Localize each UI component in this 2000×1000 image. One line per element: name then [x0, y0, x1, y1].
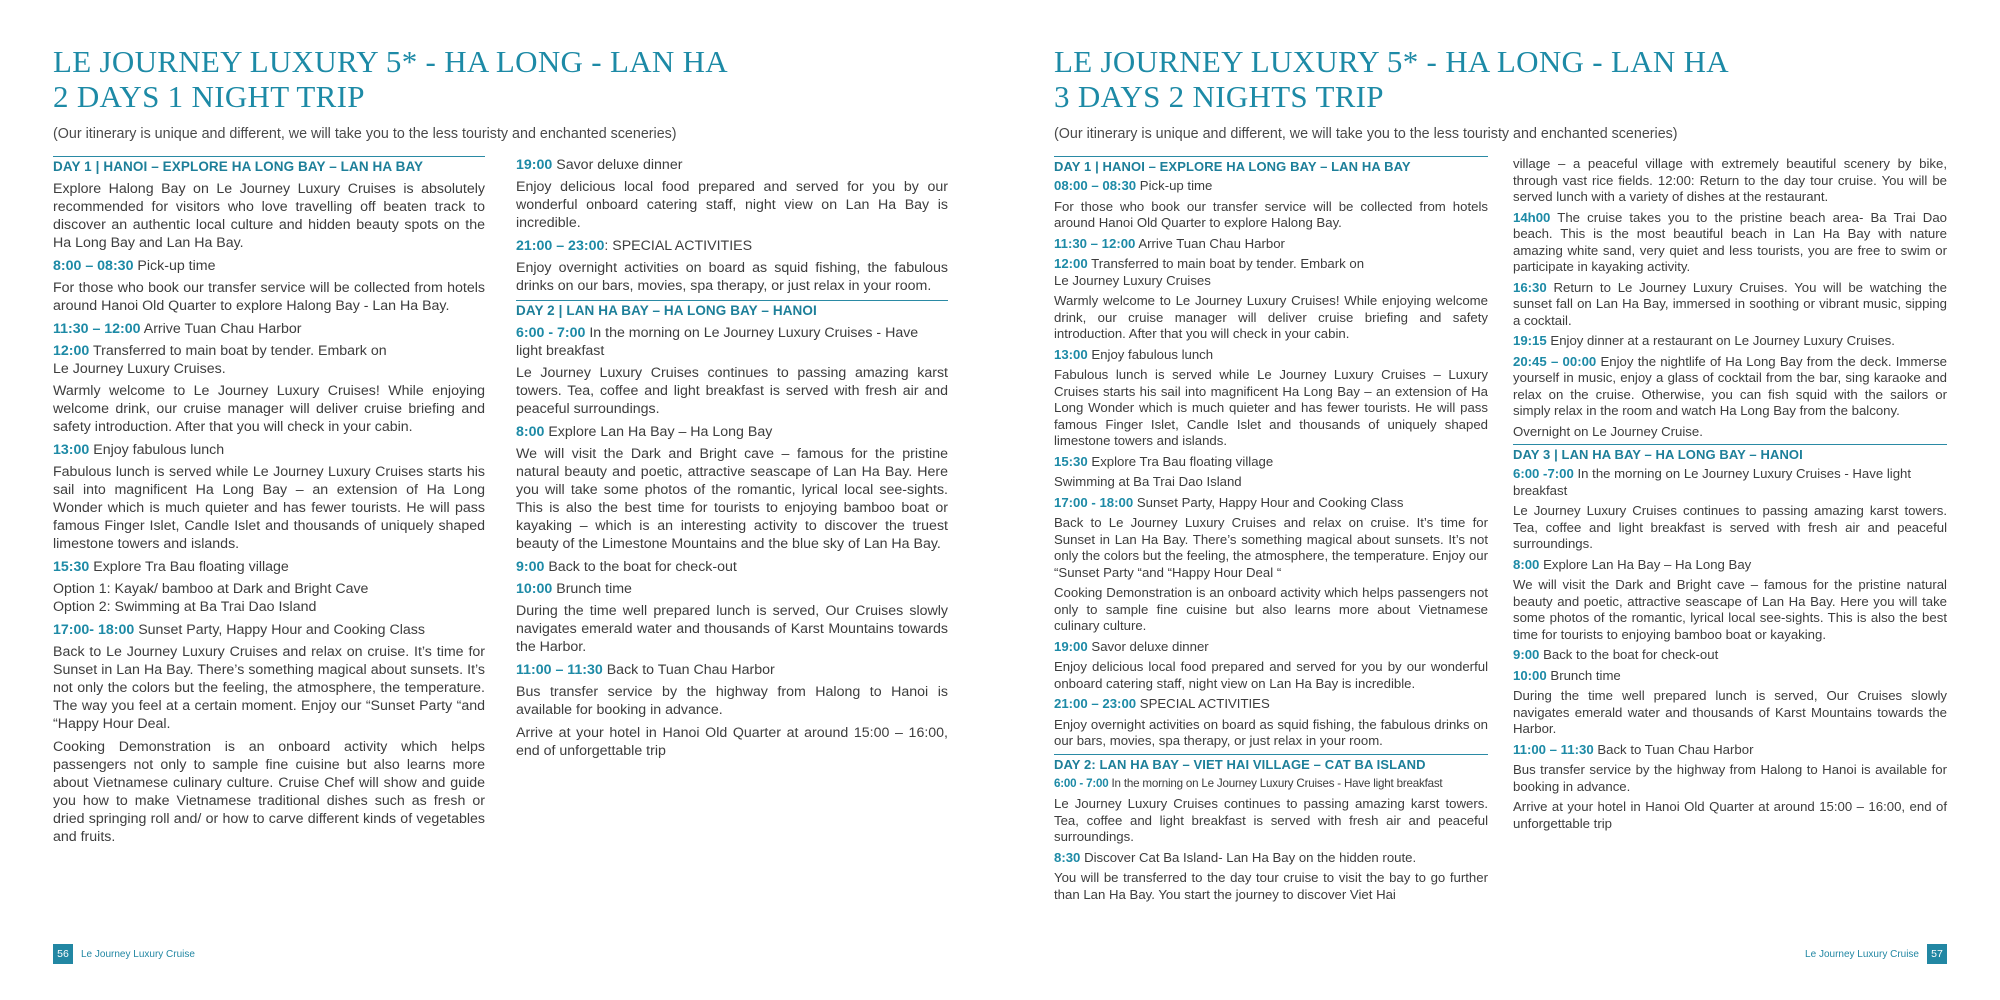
left-column-1	[53, 156, 485, 851]
back-time: 11:00 – 11:30	[1513, 741, 1594, 757]
brunch-time: 10:00	[516, 581, 553, 597]
day-3-heading: DAY 3 | LAN HA BAY – HA LONG BAY – HANOI	[1513, 444, 1947, 462]
brunch-heading	[516, 580, 948, 598]
breakfast-text: Le Journey Luxury Cruises continues to passing amazing karst towers. Tea, coffee and light breakfast is served with fresh air and peaceful surroundings.	[516, 365, 948, 417]
dinner-2-label: Enjoy dinner at a restaurant on Le Journey Luxury Cruises.	[1546, 333, 1895, 348]
explore-heading	[1513, 557, 1947, 574]
special-time: 21:00 – 23:00	[1054, 696, 1137, 711]
special-text: Enjoy overnight activities on board as squid fishing, the fabulous drinks on our bars, movies, spa therapy, or just relax in your room.	[1054, 716, 1488, 748]
dinner-heading	[516, 156, 948, 174]
swimming-text: Swimming at Ba Trai Dao Island	[1054, 474, 1242, 489]
transfer-label-2: Le Journey Luxury Cruises.	[53, 361, 226, 377]
checkout-label: Back to the boat for check-out	[544, 559, 737, 575]
sunset-heading	[1054, 495, 1488, 512]
day-2-breakfast-time: 6:00 - 7:00	[1054, 776, 1109, 790]
breakfast-heading	[516, 324, 948, 360]
beach-label: The cruise takes you to the pristine beach area- Ba Trai Dao beach. This is the most beautiful beach in Lan Ha Bay with nature amazing white sand, very quiet and less tourists, you are free to swim or participate in kayaking activity.	[1513, 209, 1947, 274]
day-3-breakfast-label: In the morning on Le Journey Luxury Cruises - Have light breakfast	[1513, 466, 1912, 498]
catba-time: 8:30	[1054, 849, 1081, 865]
lunch-time: 13:00	[53, 442, 90, 458]
village-time: 15:30	[1054, 453, 1088, 469]
checkout-time: 9:00	[1513, 647, 1540, 662]
night-time: 20:45 – 00:00	[1513, 353, 1597, 369]
pickup-text: For those who book our transfer service will be collected from hotels around Hanoi Old Quarter to explore Halong Bay.	[1054, 198, 1488, 230]
left-column-2	[516, 156, 948, 765]
title-line-1: LE JOURNEY LUXURY 5* - HA LONG - LAN HA	[1054, 44, 1729, 79]
day-2-heading: DAY 2 | LAN HA BAY – HA LONG BAY – HANOI	[516, 300, 948, 318]
village-time: 15:30	[53, 559, 90, 575]
viethai-text: village – a peaceful village with extremely beautiful scenery by bike, through vast rice fields. 12:00: Return to the day tour cruise. You will be served lunch with a variety of dishes at the restaurant.	[1513, 156, 1947, 204]
checkout-heading	[516, 558, 948, 576]
back-time: 11:00 – 11:30	[516, 662, 603, 678]
arrive-label: Arrive Tuan Chau Harbor	[140, 321, 302, 337]
sunset-label: Sunset Party, Happy Hour and Cooking Class	[1133, 494, 1404, 510]
sunset-time: 17:00 - 18:00	[1054, 494, 1134, 510]
explore-time: 8:00	[1513, 556, 1540, 572]
page-number: 56	[53, 944, 73, 964]
special-time: 21:00 – 23:00	[516, 238, 605, 254]
page-subtitle: (Our itinerary is unique and different, we will take you to the less touristy and enchanted sceneries)	[53, 126, 677, 142]
special-heading	[516, 237, 948, 255]
option-2: Option 2: Swimming at Ba Trai Dao Island	[53, 599, 317, 615]
catba-heading	[1054, 850, 1488, 867]
brunch-time: 10:00	[1513, 667, 1547, 683]
day-2-breakfast-heading	[1054, 776, 1488, 793]
pickup-label: Pick-up time	[1136, 178, 1213, 193]
explore-label: Explore Lan Ha Bay – Ha Long Bay	[544, 424, 773, 440]
checkout-label: Back to the boat for check-out	[1539, 647, 1719, 662]
arrive-heading	[53, 320, 485, 338]
dinner-heading	[1054, 639, 1488, 656]
back-heading	[1513, 742, 1947, 759]
transfer-label: Transferred to main boat by tender. Embark on	[89, 343, 387, 359]
explore-label: Explore Lan Ha Bay – Ha Long Bay	[1539, 556, 1752, 572]
lunch-text: Fabulous lunch is served while Le Journey Luxury Cruises – Luxury Cruises starts his sail into magnificent Ha Long Bay – an extension of Ha Long Wonder which is much quieter and has fewer tourists. He will pass famous Finger Islet, Candle Islet and thousands of uniquely shaped limestone towers and islands.	[1054, 367, 1488, 448]
day-2-breakfast-label: In the morning on Le Journey Luxury Cruises - Have light breakfast	[1108, 776, 1443, 790]
bus-text: Bus transfer service by the highway from Halong to Hanoi is available for booking in advance.	[1513, 762, 1947, 794]
transfer-time: 12:00	[53, 343, 90, 359]
title-line-1: LE JOURNEY LUXURY 5* - HA LONG - LAN HA	[53, 44, 728, 79]
explore-text: We will visit the Dark and Bright cave – famous for the pristine natural beauty and poetic, attractive seascape of Lan Ha Bay. Here you will take some photos of the romantic, lyrical local see-sights. This is also the best time for tourists to enjoying bamboo boat or kayaking.	[1513, 577, 1947, 642]
pickup-time: 8:00 – 08:30	[53, 258, 134, 274]
arrive-label: Arrive Tuan Chau Harbor	[1135, 235, 1285, 251]
transfer-label: Transferred to main boat by tender. Embark on	[1087, 256, 1365, 271]
beach-time: 14h00	[1513, 209, 1551, 225]
transfer-heading	[1054, 256, 1488, 289]
breakfast-time: 6:00 - 7:00	[516, 325, 586, 341]
special-heading	[1054, 696, 1488, 713]
return-label: Return to Le Journey Luxury Cruises. You will be watching the sunset fall on Lan Ha Bay, immersed in soothing or vibrant music, sipping a cocktail.	[1513, 279, 1947, 328]
beach-text	[1513, 210, 1947, 276]
village-heading	[53, 558, 485, 576]
checkout-time: 9:00	[516, 559, 545, 575]
page-title	[53, 44, 728, 114]
explore-text: We will visit the Dark and Bright cave – famous for the pristine natural beauty and poetic, attractive seascape of Lan Ha Bay. Here you will take some photos of the romantic, lyrical local see-sights. This is also the best time for tourists to enjoying bamboo boat or kayaking – which is an interesting activity to discover the truest beauty of the Limestone Mountains and the blue sky of Lan Ha Bay.	[516, 446, 948, 552]
brunch-heading	[1513, 668, 1947, 685]
sunset-heading	[53, 621, 485, 639]
footer-brand: Le Journey Luxury Cruise	[81, 948, 195, 960]
catba-label: Discover Cat Ba Island- Lan Ha Bay on the hidden route.	[1080, 849, 1417, 865]
transfer-time: 12:00	[1054, 256, 1088, 271]
footer-brand: Le Journey Luxury Cruise	[1805, 948, 1919, 960]
page-footer	[53, 944, 203, 964]
dinner-time: 19:00	[516, 157, 553, 173]
arrive-time: 11:30 – 12:00	[53, 321, 141, 337]
explore-time: 8:00	[516, 424, 545, 440]
right-column-2	[1513, 156, 1947, 836]
dinner-time: 19:00	[1054, 638, 1088, 654]
special-label: SPECIAL ACTIVITIES	[1136, 696, 1270, 711]
night-label: Enjoy the nightlife of Ha Long Bay from the deck. Immerse yourself in music, enjoy a glass of cocktail from the bar, sing karaoke and relax on the cruise. Otherwise, you can fish squid with the sailors or simply relax in the room and watch Ha Long Bay from the balcony.	[1513, 353, 1948, 418]
pickup-heading	[53, 257, 485, 275]
right-page	[1000, 0, 2000, 1000]
brunch-text: During the time well prepared lunch is served, Our Cruises slowly navigates emerald water and thousands of Karst Mountains towards the Harbor.	[516, 603, 948, 655]
village-heading	[1054, 454, 1488, 471]
right-column-1	[1054, 156, 1488, 907]
day-2-heading: DAY 2: LAN HA BAY – VIET HAI VILLAGE – CAT BA ISLAND	[1054, 754, 1488, 772]
cooking-text: Cooking Demonstration is an onboard activity which helps passengers not only to sample fine cuisine but also learns more about Vietnamese culinary culture.	[1054, 585, 1488, 633]
dinner-text: Enjoy delicious local food prepared and served for you by our wonderful onboard catering staff, night view on Lan Ha Bay is incredible.	[1054, 659, 1488, 691]
catba-text: You will be transferred to the day tour cruise to visit the bay to go further than Lan Ha Bay. You start the journey to discover Viet Hai	[1054, 870, 1488, 902]
sunset-text: Back to Le Journey Luxury Cruises and relax on cruise. It’s time for Sunset in Lan Ha Bay. There’s something magical about sunsets. It’s not only the colors but the feeling, the atmosphere, the temperature. Enjoy our “Sunset Party “and “Happy Hour Deal “	[1054, 515, 1488, 580]
bus-text: Bus transfer service by the highway from Halong to Hanoi is available for booking in advance.	[516, 684, 948, 718]
return-time: 16:30	[1513, 279, 1547, 295]
page-number: 57	[1927, 944, 1947, 964]
page-title	[1054, 44, 1729, 114]
back-label: Back to Tuan Chau Harbor	[1593, 741, 1754, 757]
night-text	[1513, 354, 1947, 420]
title-line-2: 3 DAYS 2 NIGHTS TRIP	[1054, 79, 1384, 114]
pickup-label: Pick-up time	[133, 258, 216, 274]
special-label: : SPECIAL ACTIVITIES	[604, 238, 753, 254]
brunch-text: During the time well prepared lunch is served, Our Cruises slowly navigates emerald water and thousands of Karst Mountains towards the Harbor.	[1513, 688, 1947, 736]
return-text	[1513, 280, 1947, 330]
transfer-label-2: Le Journey Luxury Cruises	[1054, 272, 1211, 288]
lunch-heading	[53, 441, 485, 459]
brunch-label: Brunch time	[552, 581, 632, 597]
arrive-hotel-text: Arrive at your hotel in Hanoi Old Quarter at around 15:00 – 16:00, end of unforgettable trip	[516, 725, 948, 759]
lunch-heading	[1054, 347, 1488, 364]
title-line-2: 2 DAYS 1 NIGHT TRIP	[53, 79, 365, 114]
pickup-heading	[1054, 178, 1488, 195]
arrive-time: 11:30 – 12:00	[1054, 235, 1136, 251]
checkout-heading	[1513, 647, 1947, 664]
sunset-label: Sunset Party, Happy Hour and Cooking Class	[134, 622, 425, 638]
special-text: Enjoy overnight activities on board as squid fishing, the fabulous drinks on our bars, movies, spa therapy, or just relax in your room.	[516, 260, 948, 294]
page-subtitle: (Our itinerary is unique and different, we will take you to the less touristy and enchanted sceneries)	[1054, 126, 1678, 142]
day-3-breakfast-text: Le Journey Luxury Cruises continues to passing amazing karst towers. Tea, coffee and light breakfast is served with fresh air and peaceful surroundings.	[1513, 503, 1947, 551]
arrive-hotel-text: Arrive at your hotel in Hanoi Old Quarter at around 15:00 – 16:00, end of unforgettable trip	[1513, 799, 1947, 831]
overnight-text: Overnight on Le Journey Cruise.	[1513, 423, 1703, 439]
breakfast-label: In the morning on Le Journey Luxury Cruises - Have light breakfast	[516, 325, 919, 359]
pickup-time: 08:00 – 08:30	[1054, 178, 1137, 193]
day-1-heading: DAY 1 | HANOI – EXPLORE HA LONG BAY – LAN HA BAY	[1054, 156, 1488, 174]
back-label: Back to Tuan Chau Harbor	[602, 662, 775, 678]
page-footer	[1797, 944, 1947, 964]
dinner-2-text	[1513, 333, 1947, 350]
dinner-text: Enjoy delicious local food prepared and served for you by our wonderful onboard catering staff, night view on Lan Ha Bay is incredible.	[516, 179, 948, 231]
lunch-time: 13:00	[1054, 346, 1088, 362]
arrive-heading	[1054, 236, 1488, 253]
sunset-text: Back to Le Journey Luxury Cruises and relax on cruise. It’s time for Sunset in Lan Ha Bay. There’s something magical about sunsets. It’s not only the colors but the feeling, the atmosphere, the temperature. The way you feel at a certain moment. Enjoy our “Sunset Party “and “Happy Hour Deal.	[53, 644, 485, 732]
lunch-label: Enjoy fabulous lunch	[1087, 346, 1214, 362]
day-3-breakfast-heading	[1513, 466, 1947, 499]
day-1-intro: Explore Halong Bay on Le Journey Luxury Cruises is absolutely recommended for visitors who love travelling off beaten track to discover an authentic local culture and hidden beauty spots on the Ha Long Bay and Lan Ha Bay.	[53, 181, 485, 251]
back-heading	[516, 661, 948, 679]
day-1-heading: DAY 1 | HANOI – EXPLORE HA LONG BAY – LAN HA BAY	[53, 156, 485, 174]
cooking-text: Cooking Demonstration is an onboard activity which helps passengers not only to sample fine cuisine but also learns more about Vietnamese culinary culture. Cruise Chef will show and guide you how to make Vietnamese traditional dishes such as fresh or dried springing roll and/ or how to carve different kinds of vegetables and fruits.	[53, 739, 485, 845]
day-2-breakfast-text: Le Journey Luxury Cruises continues to passing amazing karst towers. Tea, coffee and light breakfast is served with fresh air and peaceful surroundings.	[1054, 796, 1488, 844]
day-3-breakfast-time: 6:00 -7:00	[1513, 466, 1574, 481]
sunset-time: 17:00- 18:00	[53, 622, 135, 638]
transfer-heading	[53, 342, 485, 378]
lunch-label: Enjoy fabulous lunch	[89, 442, 225, 458]
dinner-label: Savor deluxe dinner	[1087, 638, 1209, 654]
pickup-text: For those who book our transfer service will be collected from hotels around Hanoi Old Quarter to explore Halong Bay - Lan Ha Bay.	[53, 280, 485, 314]
dinner-label: Savor deluxe dinner	[552, 157, 683, 173]
welcome-text: Warmly welcome to Le Journey Luxury Cruises! While enjoying welcome drink, our cruise manager will deliver cruise briefing and safety introduction. After that you will check in your cabin.	[1054, 293, 1488, 341]
dinner-2-time: 19:15	[1513, 333, 1547, 348]
village-label: Explore Tra Bau floating village	[1087, 453, 1274, 469]
option-1: Option 1: Kayak/ bamboo at Dark and Bright Cave	[53, 581, 369, 597]
welcome-text: Warmly welcome to Le Journey Luxury Cruises! While enjoying welcome drink, our cruise manager will deliver cruise briefing and safety introduction. After that you will check in your cabin.	[53, 383, 485, 435]
explore-heading	[516, 423, 948, 441]
village-label: Explore Tra Bau floating village	[89, 559, 289, 575]
brunch-label: Brunch time	[1546, 667, 1621, 683]
lunch-text: Fabulous lunch is served while Le Journey Luxury Cruises starts his sail into magnificent Ha Long Bay – an extension of Ha Long Wonder which is much quieter and has fewer tourists. He will pass famous Finger Islet, Candle Islet and thousands of uniquely shaped limestone towers and islands.	[53, 464, 485, 552]
